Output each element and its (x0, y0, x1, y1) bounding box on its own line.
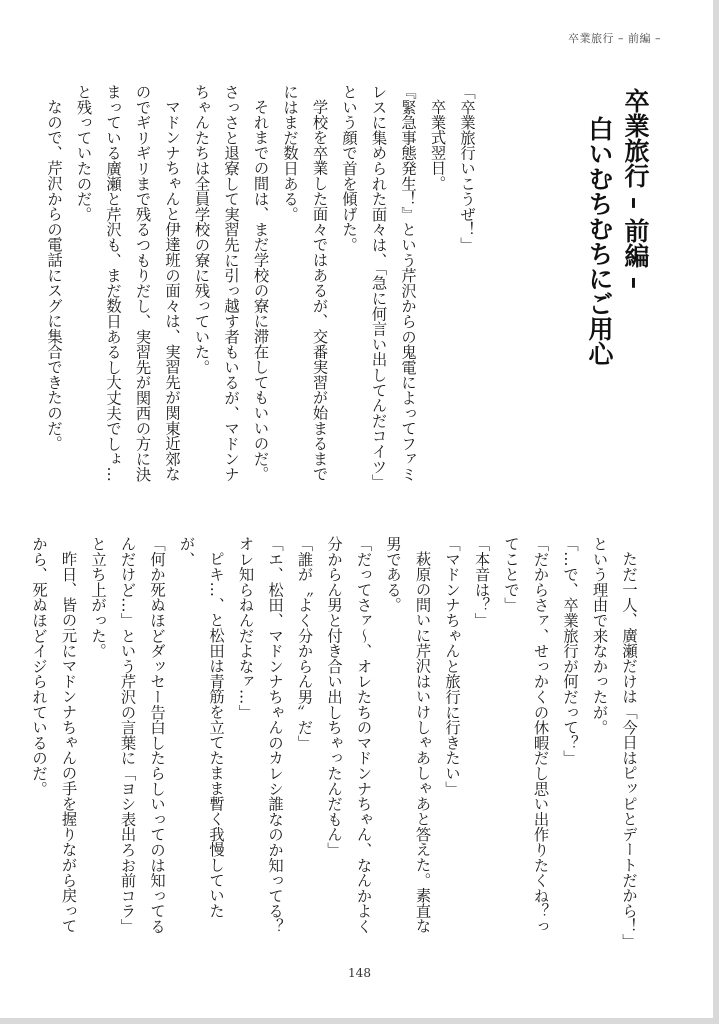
chapter-title (553, 88, 653, 418)
page-number: 148 (348, 966, 371, 980)
paragraph: 「卒業旅行いこうぜ！」 (458, 84, 476, 253)
paragraph: 「だってさァ〜、オレたちのマドンナちゃん、なんかよく分からん男と付き合い出しちゃったんだもん」 (325, 536, 373, 934)
paragraph: 昨日、皆の元にマドンナちゃんの手を握りながら戻ってから、死ぬほどイジられているのだ。 (30, 536, 78, 934)
paragraph: 「本音は？」 (472, 536, 491, 628)
paragraph: 卒業式翌日。 (428, 99, 447, 192)
bottom-text-column (30, 536, 643, 946)
paragraph: ピキ…、と松田は青筋を立てたまま暫く我慢していたが、 (177, 536, 225, 919)
paragraph: 「誰が〝よく分からん男〟だ」 (295, 536, 314, 751)
running-header: 卒業旅行 – 前編 – (568, 32, 661, 45)
paragraph: マドンナちゃんと伊達班の面々は、実習先が関東近郊なのでギリギリまで残るつもりだし、実習先が関西の方に決まっている廣瀬と芹沢も、まだ数日あるし大丈夫でしょ…と残っていたのだ。 (74, 84, 181, 482)
paragraph: 「エ、松田、マドンナちゃんのカレシ誰なのか知ってる？オレ知らねんだよなァ…」 (236, 536, 284, 934)
paragraph: 「…で、卒業旅行が何だって？」 (561, 536, 579, 766)
paragraph: 「だからさァ、せっかくの休暇だし思い出作りたくね？ってことで」 (502, 536, 550, 934)
chapter-title-line-1: 卒業旅行 – 前編 – (621, 88, 650, 290)
paragraph: 萩原の問いに芹沢はいけしゃあしゃあと答えた。素直な男である。 (384, 536, 432, 934)
paragraph: 「何か死ぬほどダッセー告白したらしいってのは知ってるんだけど…」という芹沢の言葉に「ヨシ表出ろお前コラ」と立ち上がった。 (89, 536, 166, 934)
paragraph: なので、芹沢からの電話にスグに集合できたのだ。 (45, 99, 63, 452)
paragraph: 『緊急事態発生！』という芹沢からの鬼電によってファミレスに集められた面々は、「急に何言い出してんだコイツ」という顔で首を傾げた。 (340, 84, 417, 482)
paragraph: 学校を卒業した面々ではあるが、交番実習が始まるまでにはまだ数日ある。 (281, 84, 329, 482)
chapter-title-line-2: 白いむちむちにご用心 (585, 116, 614, 366)
paragraph: それまでの間は、まだ学校の寮に滞在してもいいのだ。さっさと退寮して実習先に引っ越す者もいるが、マドンナちゃんたちは全員学校の寮に残っていた。 (192, 84, 270, 482)
paragraph: 「マドンナちゃんと旅行に行きたい」 (443, 536, 461, 797)
paragraph: ただ一人、廣瀬だけは「今日はピッピとデートだから！」という理由で来なかったが。 (590, 536, 638, 942)
top-text-column (45, 84, 481, 488)
